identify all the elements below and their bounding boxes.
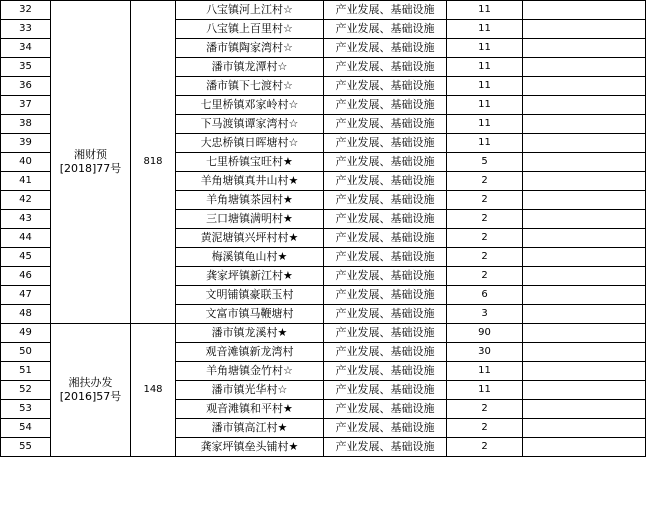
fund-use: 产业发展、基础设施 [324, 343, 447, 362]
village-name: 下马渡镇谭家湾村☆ [176, 115, 324, 134]
fund-use: 产业发展、基础设施 [324, 96, 447, 115]
fund-use: 产业发展、基础设施 [324, 115, 447, 134]
fund-use: 产业发展、基础设施 [324, 286, 447, 305]
village-name: 羊角塘镇茶园村★ [176, 191, 324, 210]
fund-use: 产业发展、基础设施 [324, 172, 447, 191]
remark-cell [523, 172, 646, 191]
fund-use: 产业发展、基础设施 [324, 77, 447, 96]
fund-amount: 5 [447, 153, 523, 172]
remark-cell [523, 229, 646, 248]
group-total: 818 [131, 1, 176, 324]
remark-cell [523, 77, 646, 96]
row-number: 41 [1, 172, 51, 191]
remark-cell [523, 1, 646, 20]
row-number: 50 [1, 343, 51, 362]
fund-use: 产业发展、基础设施 [324, 39, 447, 58]
fund-amount: 11 [447, 362, 523, 381]
fund-amount: 90 [447, 324, 523, 343]
row-number: 34 [1, 39, 51, 58]
fund-amount: 11 [447, 1, 523, 20]
fund-amount: 2 [447, 229, 523, 248]
row-number: 55 [1, 438, 51, 457]
remark-cell [523, 20, 646, 39]
fund-use: 产业发展、基础设施 [324, 229, 447, 248]
remark-cell [523, 381, 646, 400]
fund-use: 产业发展、基础设施 [324, 305, 447, 324]
remark-cell [523, 58, 646, 77]
remark-cell [523, 324, 646, 343]
document-number-cell [51, 324, 131, 457]
village-name: 潘市镇陶家湾村☆ [176, 39, 324, 58]
village-name: 潘市镇高江村★ [176, 419, 324, 438]
fund-amount: 2 [447, 267, 523, 286]
village-name: 八宝镇上百里村☆ [176, 20, 324, 39]
document-number-line1: 湘扶办发 [68, 376, 113, 389]
table-row [1, 324, 646, 343]
row-number: 36 [1, 77, 51, 96]
fund-amount: 11 [447, 115, 523, 134]
fund-use: 产业发展、基础设施 [324, 58, 447, 77]
fund-amount: 11 [447, 39, 523, 58]
row-number: 40 [1, 153, 51, 172]
fund-amount: 11 [447, 58, 523, 77]
remark-cell [523, 286, 646, 305]
fund-amount: 11 [447, 20, 523, 39]
row-number: 39 [1, 134, 51, 153]
document-number-line2: [2018]77号 [59, 162, 122, 175]
village-name: 黄泥塘镇兴坪村村★ [176, 229, 324, 248]
village-name: 潘市镇光华村☆ [176, 381, 324, 400]
fund-amount: 11 [447, 381, 523, 400]
fund-amount: 2 [447, 210, 523, 229]
row-number: 44 [1, 229, 51, 248]
fund-amount: 11 [447, 77, 523, 96]
village-name: 潘市镇龙潭村☆ [176, 58, 324, 77]
fund-use: 产业发展、基础设施 [324, 324, 447, 343]
row-number: 37 [1, 96, 51, 115]
village-name: 大忠桥镇日晖塘村☆ [176, 134, 324, 153]
remark-cell [523, 153, 646, 172]
village-name: 羊角塘镇金竹村☆ [176, 362, 324, 381]
remark-cell [523, 400, 646, 419]
village-name: 梅溪镇龟山村★ [176, 248, 324, 267]
row-number: 33 [1, 20, 51, 39]
row-number: 38 [1, 115, 51, 134]
village-name: 潘市镇下七渡村☆ [176, 77, 324, 96]
row-number: 42 [1, 191, 51, 210]
remark-cell [523, 267, 646, 286]
fund-use: 产业发展、基础设施 [324, 248, 447, 267]
remark-cell [523, 438, 646, 457]
remark-cell [523, 96, 646, 115]
fund-use: 产业发展、基础设施 [324, 153, 447, 172]
row-number: 54 [1, 419, 51, 438]
fund-amount: 2 [447, 438, 523, 457]
fund-amount: 3 [447, 305, 523, 324]
village-name: 龚家坪镇垒头铺村★ [176, 438, 324, 457]
remark-cell [523, 419, 646, 438]
remark-cell [523, 134, 646, 153]
fund-use: 产业发展、基础设施 [324, 1, 447, 20]
village-name: 观音滩镇新龙湾村 [176, 343, 324, 362]
remark-cell [523, 362, 646, 381]
village-name: 三口塘镇满明村★ [176, 210, 324, 229]
fund-amount: 11 [447, 134, 523, 153]
remark-cell [523, 305, 646, 324]
row-number: 45 [1, 248, 51, 267]
document-number-cell [51, 1, 131, 324]
row-number: 52 [1, 381, 51, 400]
table-row [1, 1, 646, 20]
village-name: 文富市镇马鞭塘村 [176, 305, 324, 324]
remark-cell [523, 343, 646, 362]
fund-use: 产业发展、基础设施 [324, 438, 447, 457]
fund-use: 产业发展、基础设施 [324, 400, 447, 419]
row-number: 48 [1, 305, 51, 324]
village-name: 七里桥镇邓家岭村☆ [176, 96, 324, 115]
fund-amount: 2 [447, 400, 523, 419]
row-number: 46 [1, 267, 51, 286]
fund-amount: 6 [447, 286, 523, 305]
fund-use: 产业发展、基础设施 [324, 20, 447, 39]
group-total: 148 [131, 324, 176, 457]
fund-use: 产业发展、基础设施 [324, 419, 447, 438]
village-name: 龚家坪镇新江村★ [176, 267, 324, 286]
village-name: 羊角塘镇真井山村★ [176, 172, 324, 191]
fund-amount: 30 [447, 343, 523, 362]
fund-use: 产业发展、基础设施 [324, 191, 447, 210]
village-name: 观音滩镇和平村★ [176, 400, 324, 419]
document-number-line2: [2016]57号 [59, 390, 122, 403]
village-name: 文明铺镇豪联玉村 [176, 286, 324, 305]
row-number: 49 [1, 324, 51, 343]
remark-cell [523, 248, 646, 267]
fund-use: 产业发展、基础设施 [324, 381, 447, 400]
fund-use: 产业发展、基础设施 [324, 134, 447, 153]
fund-amount: 11 [447, 96, 523, 115]
row-number: 35 [1, 58, 51, 77]
fund-amount: 2 [447, 191, 523, 210]
row-number: 32 [1, 1, 51, 20]
row-number: 43 [1, 210, 51, 229]
remark-cell [523, 39, 646, 58]
village-name: 七里桥镇宝旺村★ [176, 153, 324, 172]
fund-use: 产业发展、基础设施 [324, 267, 447, 286]
remark-cell [523, 191, 646, 210]
fund-amount: 2 [447, 172, 523, 191]
remark-cell [523, 210, 646, 229]
fund-amount: 2 [447, 248, 523, 267]
row-number: 51 [1, 362, 51, 381]
fund-amount: 2 [447, 419, 523, 438]
village-name: 潘市镇龙溪村★ [176, 324, 324, 343]
row-number: 53 [1, 400, 51, 419]
table-body [1, 1, 646, 457]
row-number: 47 [1, 286, 51, 305]
document-number-line1: 湘财预 [74, 148, 107, 161]
village-name: 八宝镇河上江村☆ [176, 1, 324, 20]
fund-use: 产业发展、基础设施 [324, 210, 447, 229]
fund-use: 产业发展、基础设施 [324, 362, 447, 381]
remark-cell [523, 115, 646, 134]
